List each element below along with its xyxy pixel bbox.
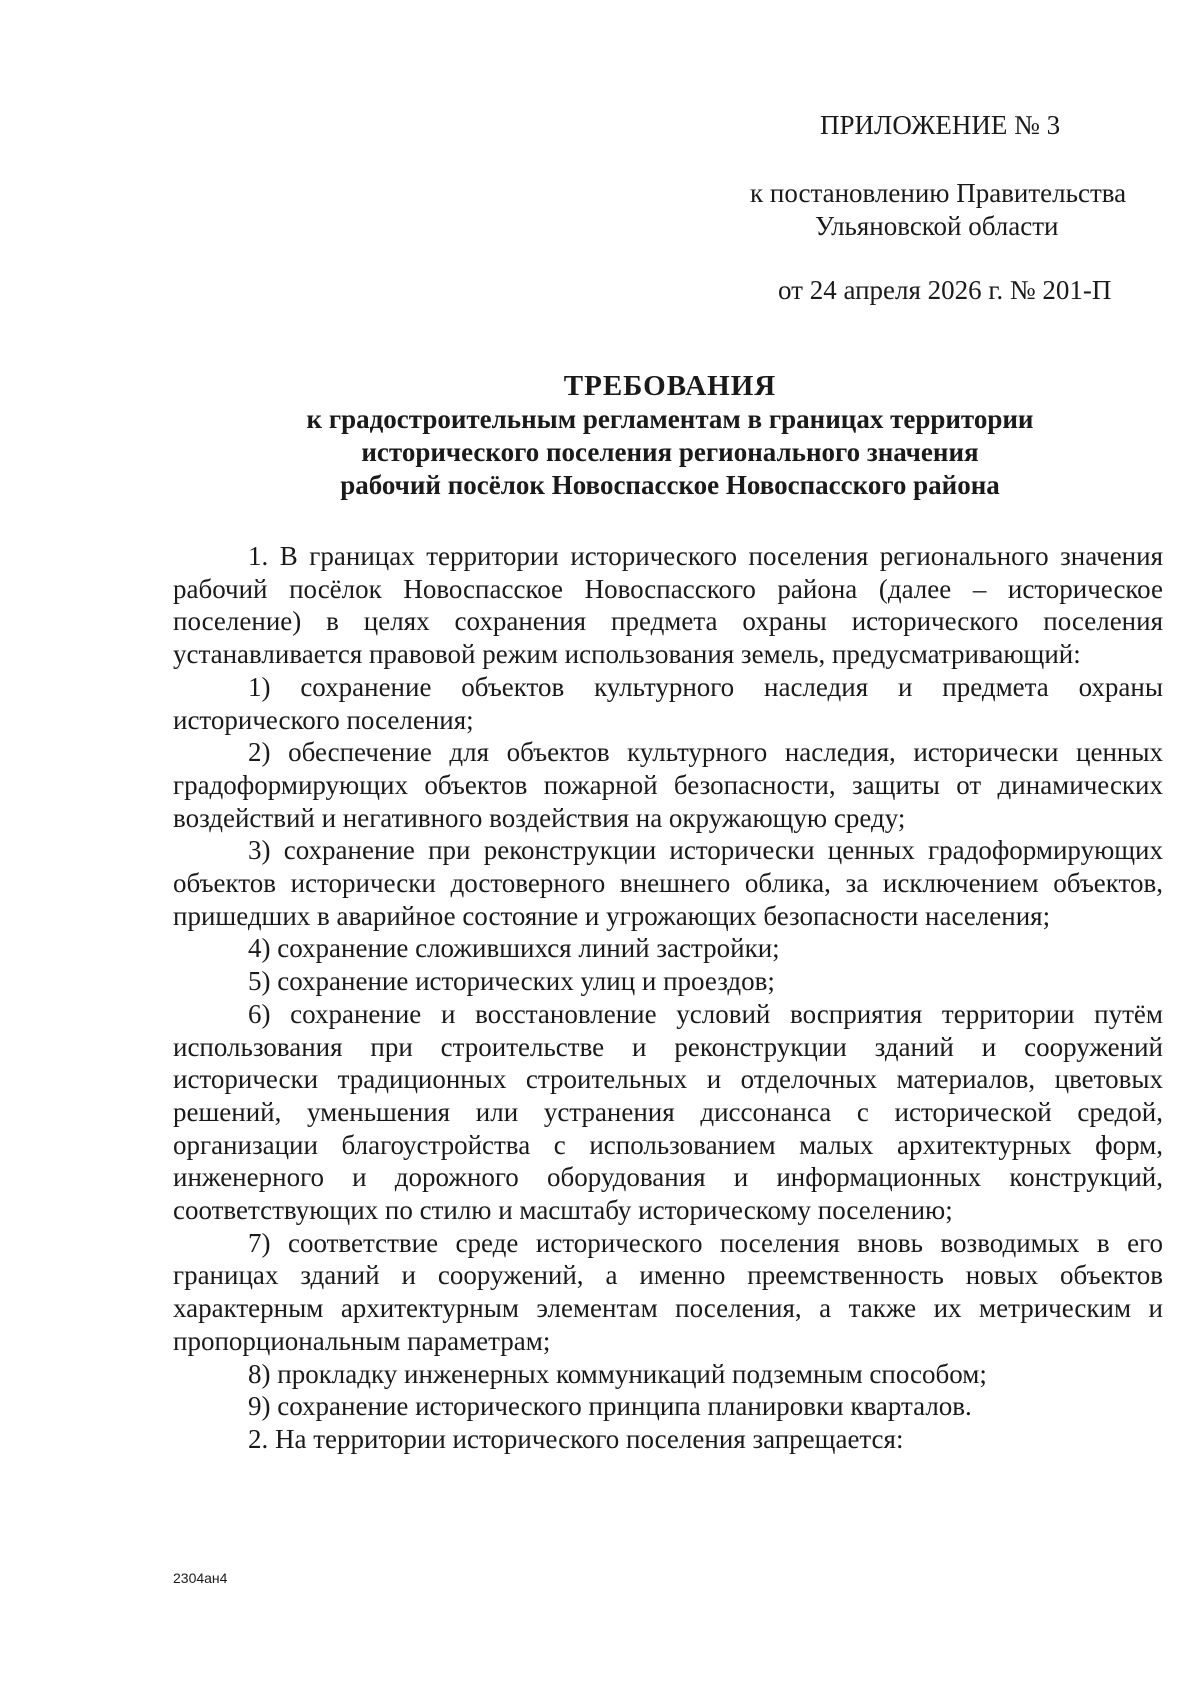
list-item-5: 5) сохранение исторических улиц и проездов; xyxy=(248,966,775,997)
list-item-8: 8) прокладку инженерных коммуникаций подземным способом; xyxy=(248,1358,987,1389)
paragraph-1: 1. В границах территории исторического поселения регионального значения рабочий посёлок Новоспасское Новоспасского района (далее – историческое поселение) в целях сохранения предмета охраны исторического поселения устанавливается правовой режим использования земель, предусматривающий: xyxy=(173,541,1163,670)
list-item-1: 1) сохранение объектов культурного наследия и предмета охраны исторического поселения; xyxy=(173,671,1163,735)
paragraph-2: 2. На территории исторического поселения запрещается: xyxy=(248,1423,904,1454)
list-item-4: 4) сохранение сложившихся линий застройки; xyxy=(248,933,780,964)
resolution-reference-line1: к постановлению Правительства xyxy=(750,178,1127,208)
resolution-date: от 24 апреля 2026 г. № 201-П xyxy=(778,275,1112,305)
title-line-3: рабочий посёлок Новоспасское Новоспасского района xyxy=(340,470,1000,500)
list-item-3: 3) сохранение при реконструкции исторически ценных градоформирующих объектов исторически достоверного внешнего облика, за исключением объектов, пришедших в аварийное состояние и угрожающих безопасности населения; xyxy=(173,835,1163,931)
resolution-reference-line2: Ульяновской области xyxy=(815,211,1059,241)
title-line-2: исторического поселения регионального значения xyxy=(361,437,979,467)
list-item-9: 9) сохранение исторического принципа планировки кварталов. xyxy=(248,1391,972,1422)
document-code: 2304ан4 xyxy=(173,1570,228,1586)
list-item-6: 6) сохранение и восстановление условий восприятия территории путём использования при строительстве и реконструкции зданий и сооружений исторически традиционных строительных и отделочных материалов, цветовых решений, уменьшения или устранения диссонанса с исторической средой, организации благоустройства с использованием малых архитектурных форм, инженерного и дорожного оборудования и информационных конструкций, соответствующих по стилю и масштабу историческому поселению; xyxy=(173,998,1163,1226)
appendix-number: ПРИЛОЖЕНИЕ № 3 xyxy=(820,110,1061,140)
document-title xyxy=(170,370,1170,502)
list-item-7: 7) соответствие среде исторического поселения вновь возводимых в его границах зданий и сооружений, а именно преемственность новых объектов характерным архитектурным элементам поселения, а также их метрическим и пропорциональным параметрам; xyxy=(173,1227,1163,1356)
title-main: ТРЕБОВАНИЯ xyxy=(563,370,777,402)
title-line-1: к градостроительным регламентам в границах территории xyxy=(306,404,1034,434)
document-body xyxy=(173,540,1163,1456)
list-item-2: 2) обеспечение для объектов культурного наследия, исторически ценных градоформирующих объектов пожарной безопасности, защиты от динамических воздействий и негативного воздействия на окружающую среду; xyxy=(173,737,1163,833)
